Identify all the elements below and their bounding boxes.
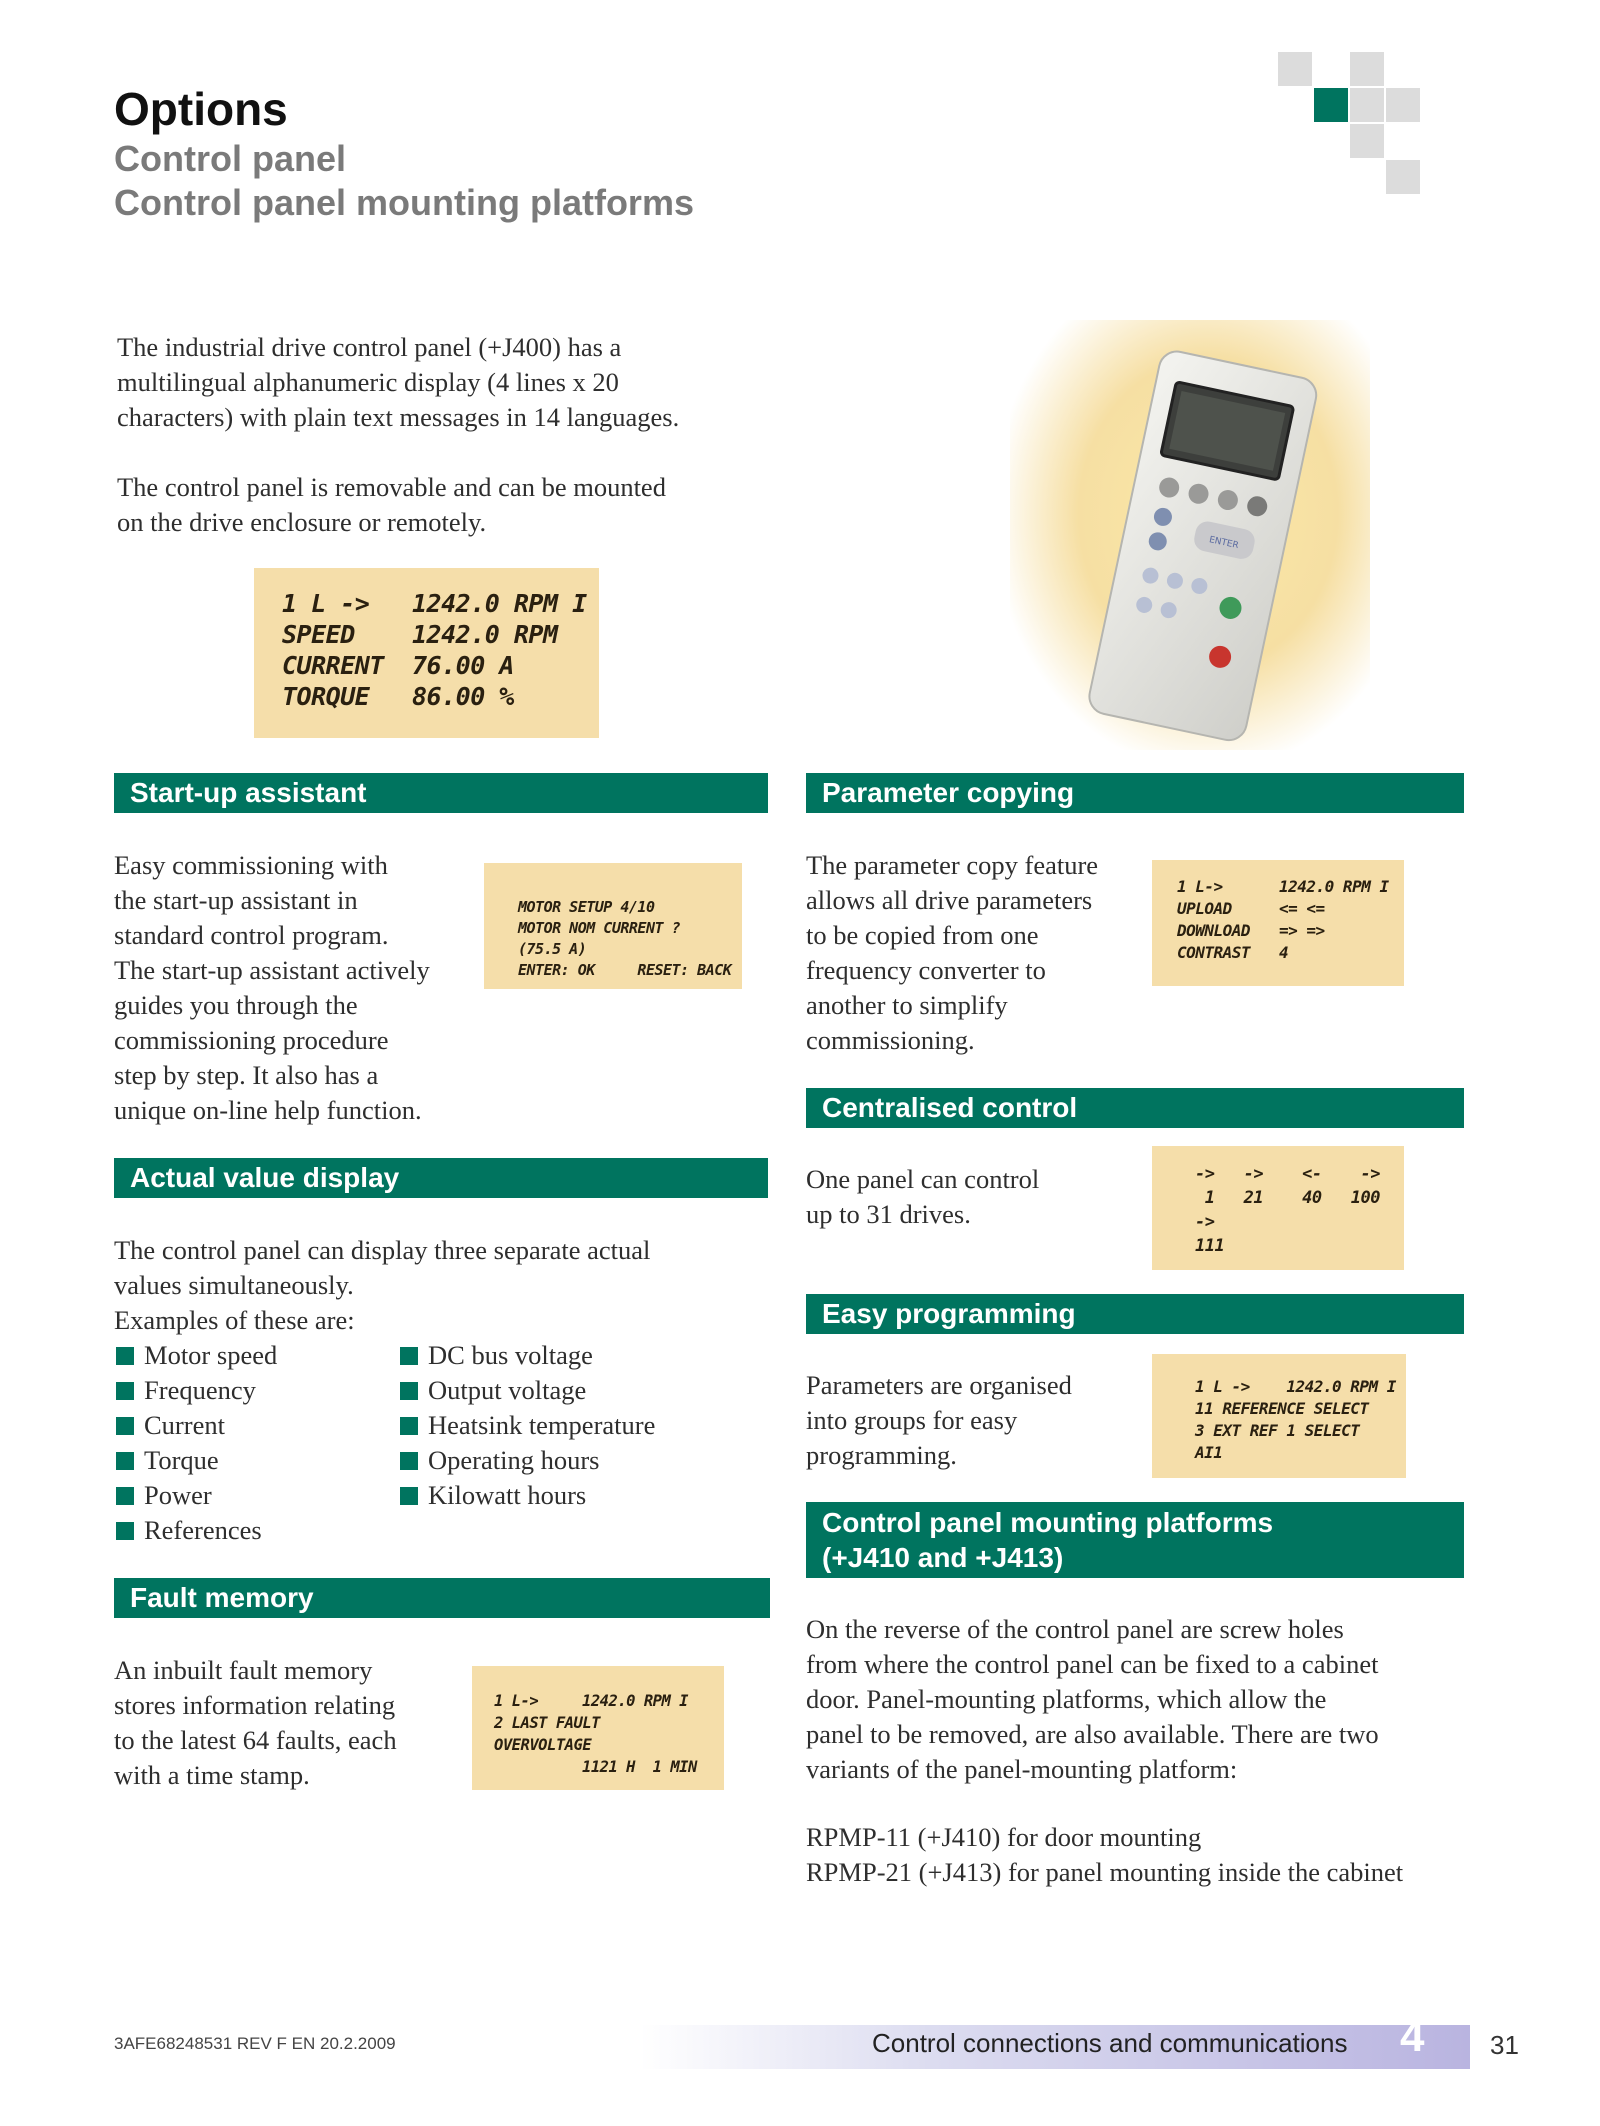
list-item: Power [114, 1478, 394, 1513]
startup-text: Easy commissioning with the start-up assistant in standard control program. The start-up assistant actively guides you through the commissioning procedure step by step. It also has a unique on-line help function. [114, 850, 430, 1125]
parameter-copying-lcd-display: 1 L-> 1242.0 RPM I UPLOAD <= <= DOWNLOAD => => CONTRAST 4 [1152, 860, 1404, 986]
actual-value-text: The control panel can display three separate actual values simultaneously. Examples of these are: [114, 1235, 651, 1335]
list-item: Output voltage [398, 1373, 768, 1408]
page-subtitle-1: Control panel [114, 138, 346, 179]
list-item: Operating hours [398, 1443, 768, 1478]
section-header-parameter-copying: Parameter copying [806, 773, 1464, 813]
list-item: Frequency [114, 1373, 394, 1408]
panel-enter-label: ENTER [1208, 535, 1240, 552]
section-header-easy-programming: Easy programming [806, 1294, 1464, 1334]
list-item: Torque [114, 1443, 394, 1478]
list-item: DC bus voltage [398, 1338, 768, 1373]
document-code: 3AFE68248531 REV F EN 20.2.2009 [114, 2034, 396, 2053]
intro-paragraph-2: The control panel is removable and can be mounted on the drive enclosure or remotely. [117, 472, 666, 537]
intro-paragraph-1: The industrial drive control panel (+J400) has a multilingual alphanumeric display (4 lines x 20 characters) with plain text messages in 14 languages. [117, 332, 680, 432]
easy-programming-text: Parameters are organised into groups for easy programming. [806, 1370, 1072, 1470]
decorative-squares [1270, 52, 1470, 202]
variant-item: RPMP-21 (+J413) for panel mounting inside the cabinet [806, 1857, 1404, 1887]
intro-lcd-display: 1 L -> 1242.0 RPM I SPEED 1242.0 RPM CURRENT 76.00 A TORQUE 86.00 % [254, 568, 599, 738]
section-header-mounting-platforms: Control panel mounting platforms (+J410 and +J413) [806, 1502, 1464, 1578]
startup-lcd-display: MOTOR SETUP 4/10 MOTOR NOM CURRENT ? (75.5 A) ENTER: OK RESET: BACK [484, 863, 742, 989]
easy-programming-lcd-display: 1 L -> 1242.0 RPM I 11 REFERENCE SELECT 3 EXT REF 1 SELECT AI1 [1152, 1354, 1406, 1478]
page-number: 31 [1490, 2030, 1519, 2060]
chapter-title: Control connections and communications [872, 2028, 1348, 2058]
list-item: References [114, 1513, 394, 1548]
list-item: Kilowatt hours [398, 1478, 768, 1513]
list-item: Heatsink temperature [398, 1408, 768, 1443]
centralised-control-text: One panel can control up to 31 drives. [806, 1164, 1040, 1229]
page-subtitle-2: Control panel mounting platforms [114, 182, 694, 223]
section-header-centralised-control: Centralised control [806, 1088, 1464, 1128]
control-panel-photo [1010, 320, 1370, 750]
actual-value-list-2 [398, 1338, 768, 1513]
centralised-control-lcd-display: -> -> <- -> 1 21 40 100 -> 111 [1152, 1146, 1404, 1270]
mounting-variants [806, 1820, 1466, 1890]
fault-lcd-display: 1 L-> 1242.0 RPM I 2 LAST FAULT OVERVOLTAGE 1121 H 1 MIN [472, 1666, 724, 1790]
fault-memory-text: An inbuilt fault memory stores information relating to the latest 64 faults, each with a time stamp. [114, 1655, 397, 1790]
mounting-platforms-text: On the reverse of the control panel are screw holes from where the control panel can be fixed to a cabinet door. Panel-mounting platforms, which allow the panel to be removed, are also available. There are two variants of the panel-mounting platform: [806, 1614, 1379, 1784]
page-title: Options [114, 83, 288, 135]
list-item: Current [114, 1408, 394, 1443]
actual-value-list-1 [114, 1338, 394, 1548]
variant-item: RPMP-11 (+J410) for door mounting [806, 1822, 1202, 1852]
parameter-copying-text: The parameter copy feature allows all drive parameters to be copied from one frequency converter to another to simplify commissioning. [806, 850, 1099, 1055]
chapter-number: 4 [1400, 2012, 1425, 2061]
section-header-fault-memory: Fault memory [114, 1578, 770, 1618]
list-item: Motor speed [114, 1338, 394, 1373]
section-header-startup: Start-up assistant [114, 773, 768, 813]
section-header-actual-value: Actual value display [114, 1158, 768, 1198]
